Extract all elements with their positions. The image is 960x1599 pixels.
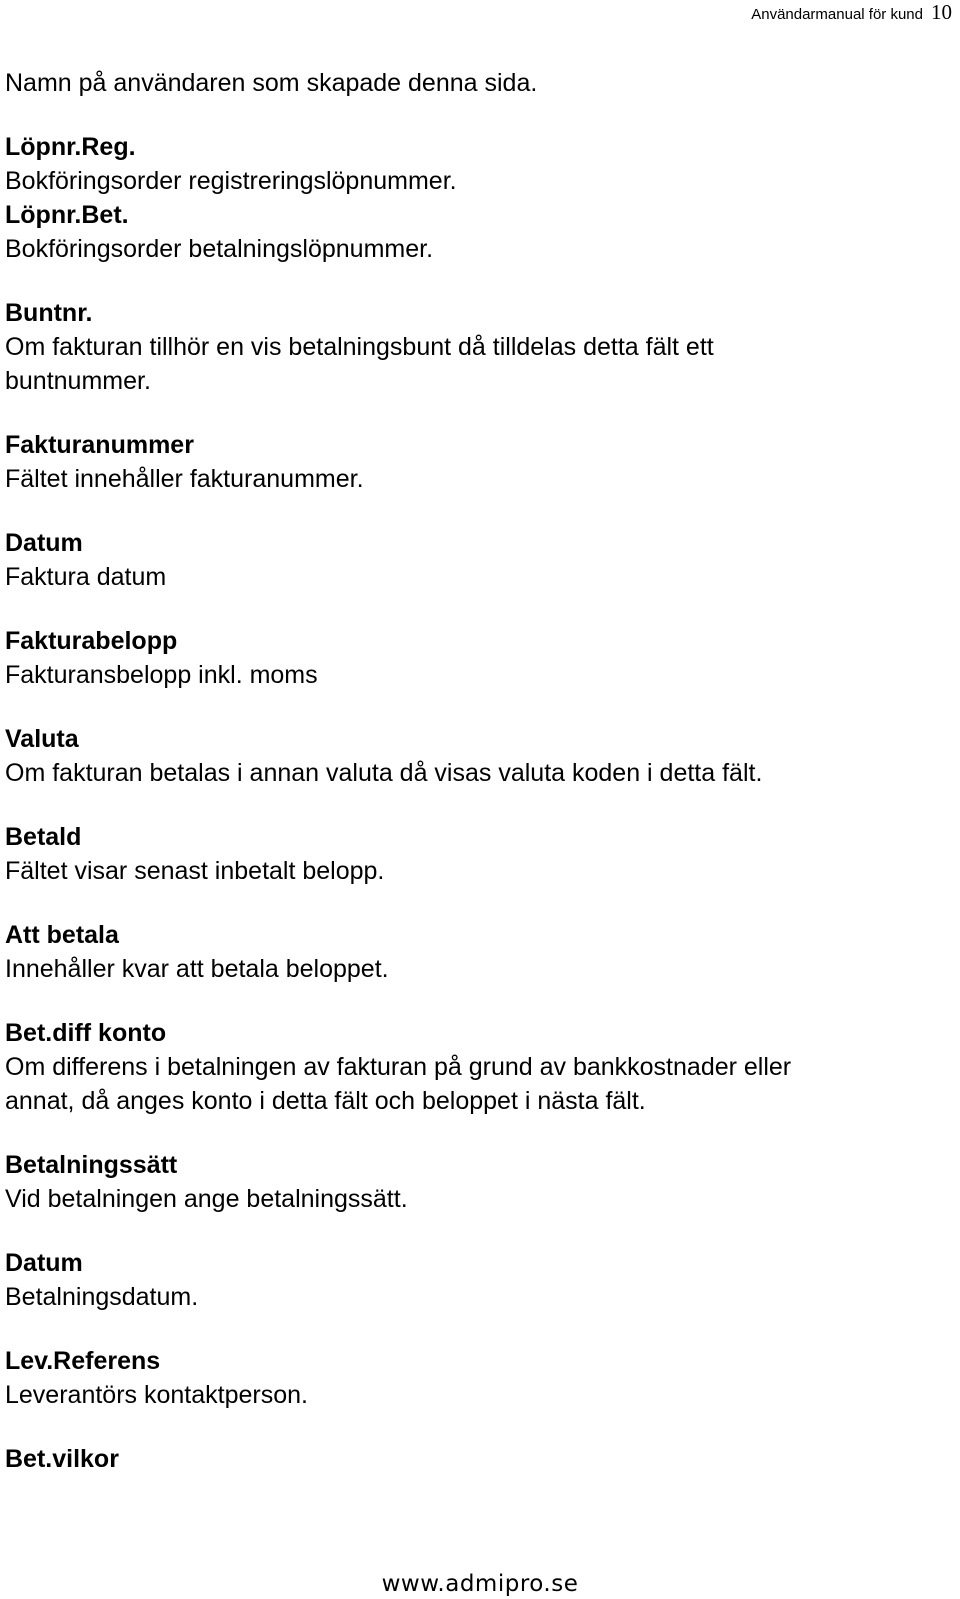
field-block-bet-diff-konto [5,1016,945,1118]
field-term: Valuta [5,725,79,753]
field-description: Bokföringsorder betalningslöpnummer. [5,235,434,263]
field-block-fakturanummer [5,428,945,496]
footer-website: www.admipro.se [381,1571,579,1597]
field-description: Betalningsdatum. [5,1283,199,1311]
page-number: 10 [931,0,952,24]
field-term: Datum [5,1249,83,1277]
field-description: Vid betalningen ange betalningssätt. [5,1185,408,1213]
field-block-lev-referens [5,1344,945,1412]
field-block-att-betala [5,918,945,986]
field-block-betalningssatt [5,1148,945,1216]
field-block-betald [5,820,945,888]
field-block-betalningsdatum [5,1246,945,1314]
field-term: Fakturanummer [5,431,194,459]
field-block-datum [5,526,945,594]
field-description: Fakturansbelopp inkl. moms [5,661,318,689]
field-term: Bet.vilkor [5,1445,119,1473]
field-term: Datum [5,529,83,557]
field-description: Faktura datum [5,563,167,591]
field-term: Löpnr.Reg. [5,133,136,161]
intro-text: Namn på användaren som skapade denna sida. [5,69,538,97]
field-description: buntnummer. [5,367,151,395]
field-description: annat, då anges konto i detta fält och beloppet i nästa fält. [5,1087,646,1115]
field-term: Att betala [5,921,119,949]
field-description: Innehåller kvar att betala beloppet. [5,955,389,983]
field-description: Leverantörs kontaktperson. [5,1381,308,1409]
field-description: Om fakturan betalas i annan valuta då visas valuta koden i detta fält. [5,759,763,787]
field-term: Lev.Referens [5,1347,161,1375]
header-title: Användarmanual för kund [751,6,923,23]
field-description: Fältet visar senast inbetalt belopp. [5,857,385,885]
field-description: Fältet innehåller fakturanummer. [5,465,364,493]
field-block-buntnr [5,296,945,398]
field-block-bet-vilkor [5,1442,945,1476]
field-term: Betalningssätt [5,1151,178,1179]
field-block-valuta [5,722,945,790]
field-block-fakturabelopp [5,624,945,692]
field-description: Om differens i betalningen av fakturan på grund av bankkostnader eller [5,1053,792,1081]
field-description: Bokföringsorder registreringslöpnummer. [5,167,457,195]
field-term: Löpnr.Bet. [5,201,129,229]
document-body [5,66,945,1476]
field-term: Bet.diff konto [5,1019,167,1047]
field-description: Om fakturan tillhör en vis betalningsbunt då tilldelas detta fält ett [5,333,714,361]
field-term: Fakturabelopp [5,627,178,655]
page-header [751,0,952,24]
field-term: Betald [5,823,82,851]
field-block-lopnr [5,130,945,266]
field-term: Buntnr. [5,299,93,327]
